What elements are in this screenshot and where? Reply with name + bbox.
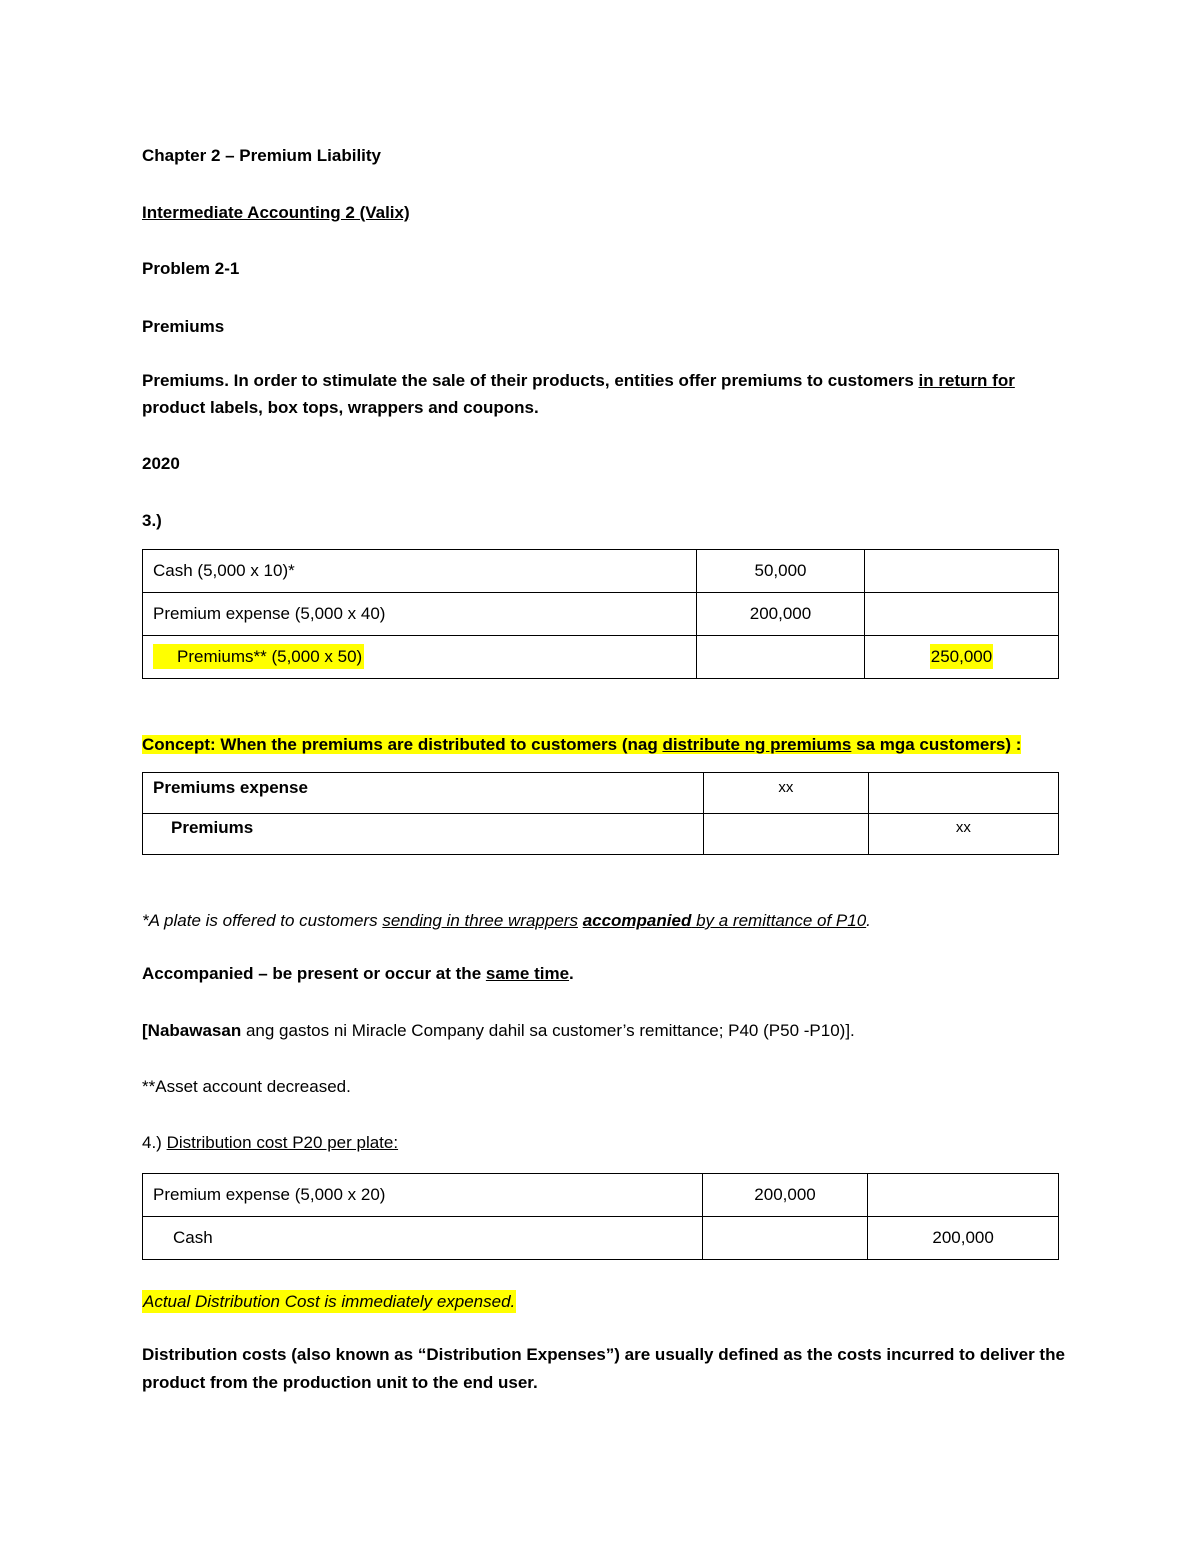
credit-cell [865, 593, 1059, 636]
note-plate-d: by a remittance of P10 [691, 911, 867, 930]
credit-cell: xx [868, 814, 1058, 855]
item-4-label: 4.) [142, 1133, 167, 1152]
definition-line-1 [142, 371, 1015, 391]
credit-cell: 200,000 [868, 1217, 1059, 1260]
debit-cell: xx [704, 773, 869, 814]
nabawasan-c: ang gastos ni Miracle Company dahil sa customer’s remittance; P40 (P50 -P10)]. [241, 1021, 855, 1040]
nabawasan-note [142, 1021, 855, 1041]
actual-distribution-text: Actual Distribution Cost is immediately expensed. [143, 1292, 516, 1311]
nabawasan-b: Nabawasan [147, 1021, 242, 1040]
table-row [143, 636, 1059, 679]
note-plate-c: accompanied [582, 911, 692, 930]
account-cell: Premiums expense [143, 773, 704, 814]
note-plate [142, 911, 871, 931]
accompanied-c: . [569, 964, 574, 983]
table-row [143, 1174, 1059, 1217]
chapter-title: Chapter 2 – Premium Liability [142, 146, 382, 165]
concept-line [142, 735, 1021, 755]
account-cell: Premiums [143, 814, 704, 855]
note-plate-e: . [866, 911, 871, 930]
credit-cell [868, 773, 1058, 814]
account-cell: Premium expense (5,000 x 20) [143, 1174, 703, 1217]
account-cell [143, 636, 697, 679]
definition-lead: Premiums. In order to stimulate the sale of their products, entities offer premiums to customers [142, 371, 919, 390]
distribution-definition-line-1: Distribution costs (also known as “Distribution Expenses”) are usually defined as the costs incurred to deliver the [142, 1345, 1065, 1364]
credit-cell [868, 1174, 1059, 1217]
concept-highlight [142, 735, 1021, 754]
table-row [143, 814, 1059, 855]
distribution-definition-line-2: product from the production unit to the end user. [142, 1373, 538, 1392]
debit-cell [697, 636, 865, 679]
debit-cell: 200,000 [702, 1174, 867, 1217]
highlighted-account: Premiums** (5,000 x 50) [153, 644, 364, 669]
highlighted-credit: 250,000 [930, 644, 993, 669]
accompanied-a: Accompanied – be present or occur at the [142, 964, 486, 983]
account-cell: Cash (5,000 x 10)* [143, 550, 697, 593]
account-cell: Premium expense (5,000 x 40) [143, 593, 697, 636]
credit-cell [865, 636, 1059, 679]
topic-label: Premiums [142, 317, 225, 336]
problem-label: Problem 2-1 [142, 259, 240, 278]
journal-entry-table-2 [142, 772, 1059, 855]
concept-text-c: sa mga customers) : [851, 735, 1022, 754]
table-row [143, 773, 1059, 814]
definition-underlined: in return for [918, 371, 1015, 390]
debit-cell: 50,000 [697, 550, 865, 593]
table-row [143, 593, 1059, 636]
journal-entry-table-1 [142, 549, 1059, 679]
table-row [143, 1217, 1059, 1260]
note-asset: **Asset account decreased. [142, 1077, 351, 1096]
credit-cell [865, 550, 1059, 593]
item-3-label: 3.) [142, 511, 162, 530]
table-row [143, 550, 1059, 593]
book-title: Intermediate Accounting 2 (Valix) [142, 203, 410, 222]
note-plate-b: sending in three wrappers [382, 911, 578, 930]
note-plate-a: *A plate is offered to customers [142, 911, 383, 930]
year-label: 2020 [142, 454, 180, 473]
debit-cell: 200,000 [697, 593, 865, 636]
item-4-text: Distribution cost P20 per plate: [166, 1133, 399, 1152]
concept-text-underlined: distribute ng premiums [662, 735, 852, 754]
debit-cell [702, 1217, 867, 1260]
debit-cell [704, 814, 869, 855]
accompanied-b: same time [485, 964, 570, 983]
accompanied-definition [142, 964, 574, 984]
definition-line-2: product labels, box tops, wrappers and coupons. [142, 398, 539, 417]
nabawasan-a: [ [142, 1021, 148, 1040]
actual-distribution-note [142, 1292, 516, 1312]
item-4-line [142, 1133, 398, 1153]
concept-text-a: Concept: When the premiums are distributed to customers (nag [142, 735, 663, 754]
account-cell: Cash [143, 1217, 703, 1260]
journal-entry-table-3 [142, 1173, 1059, 1260]
